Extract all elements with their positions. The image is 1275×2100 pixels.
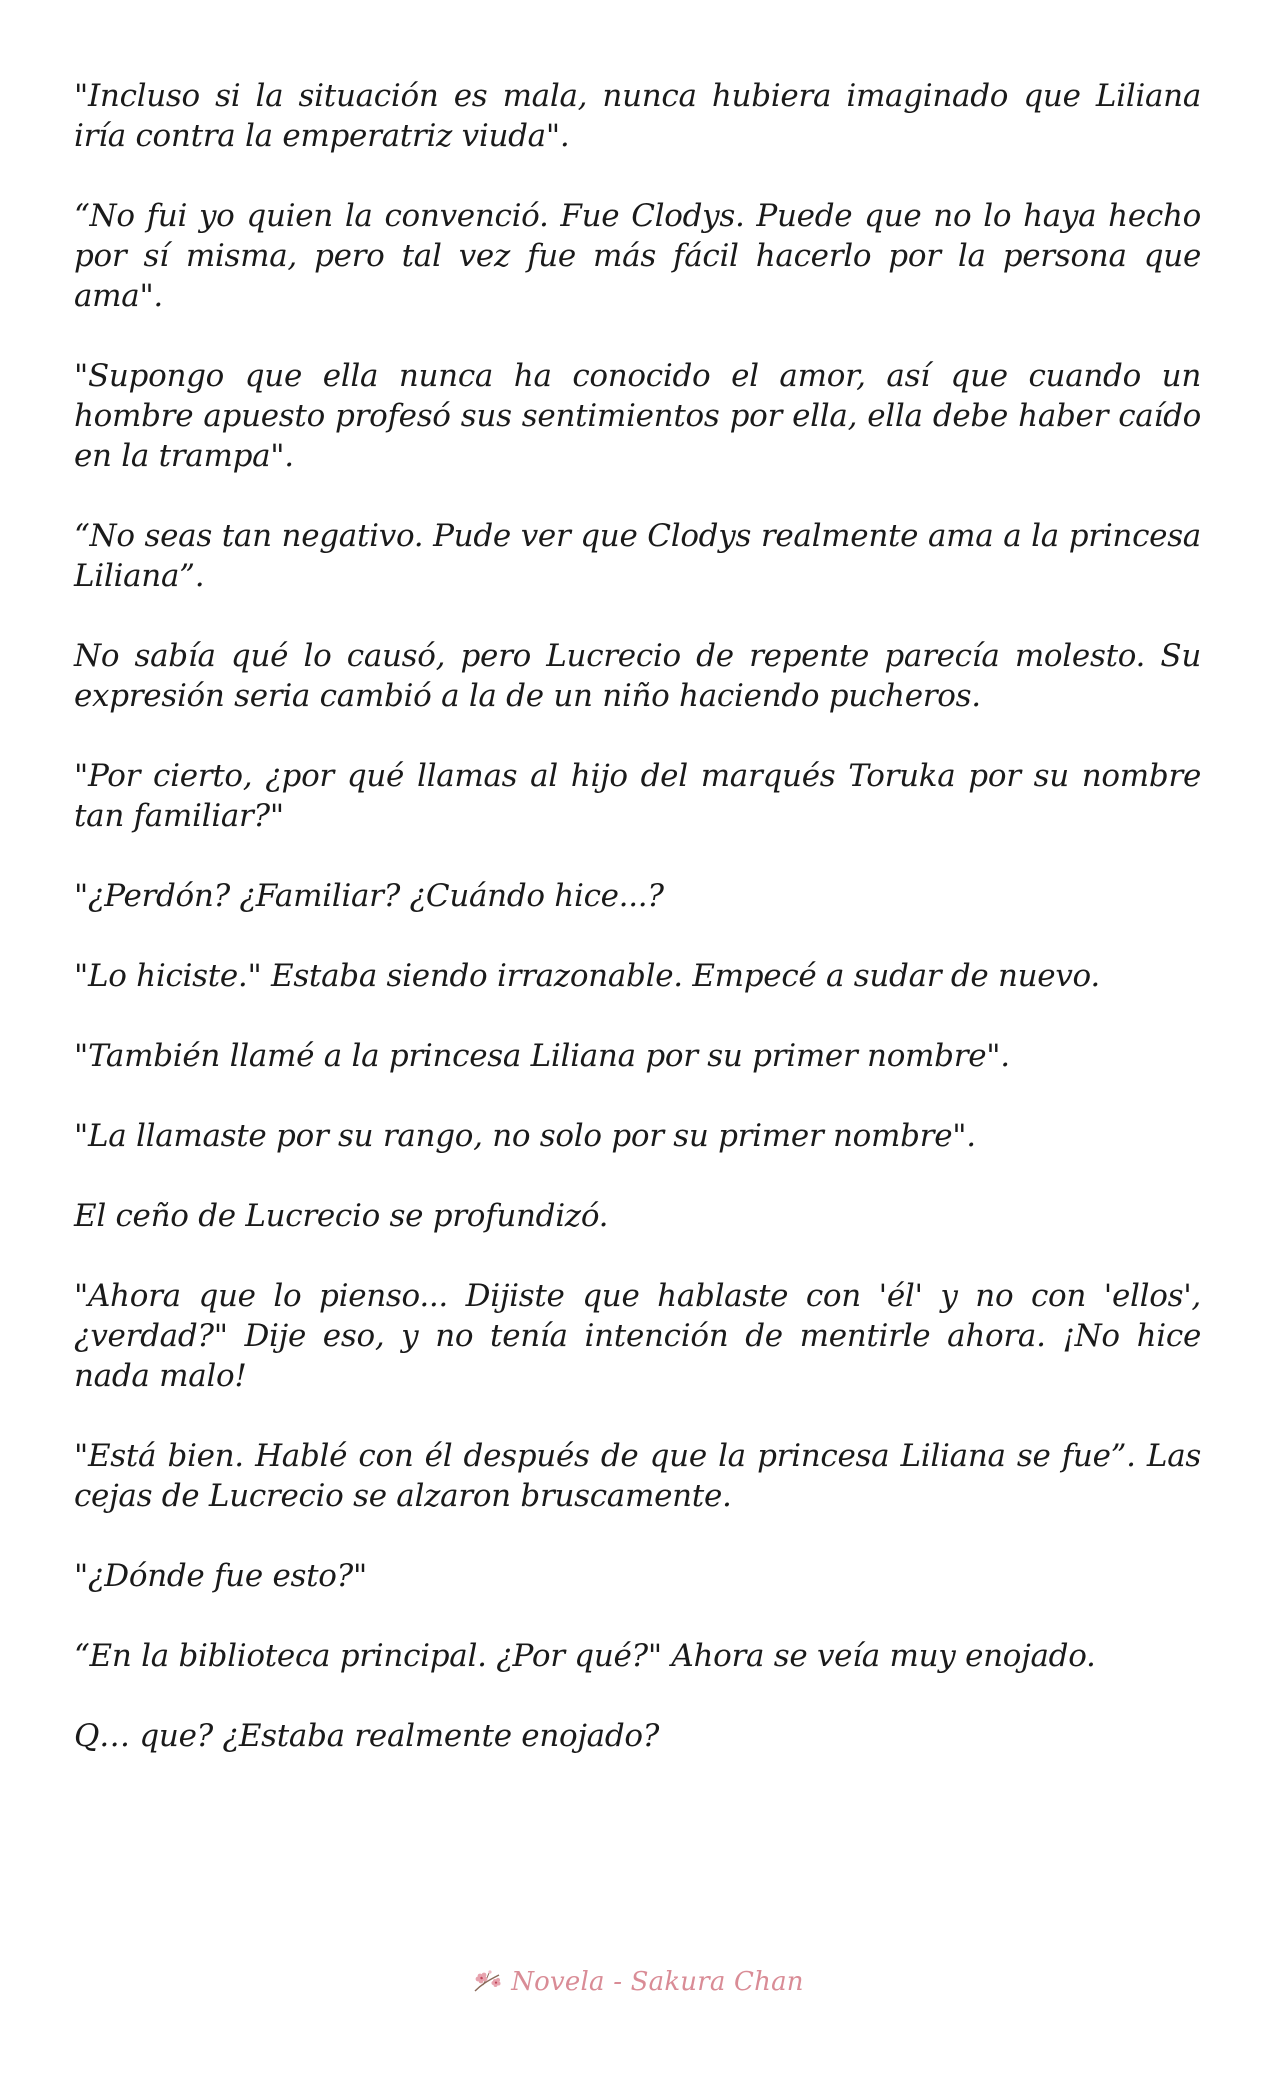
paragraph-2: “No fui yo quien la convenció. Fue Clodys. Puede que no lo haya hecho por sí misma, pero tal vez fue más fácil hacerlo por la persona que ama". bbox=[74, 198, 1201, 314]
paragraph-11: El ceño de Lucrecio se profundizó. bbox=[74, 1198, 609, 1234]
paragraph-4: “No seas tan negativo. Pude ver que Clodys realmente ama a la princesa Liliana”. bbox=[74, 518, 1201, 594]
paragraph-16: Q… que? ¿Estaba realmente enojado? bbox=[74, 1718, 660, 1754]
paragraph-10: "La llamaste por su rango, no solo por su primer nombre". bbox=[74, 1118, 976, 1154]
paragraph-12: "Ahora que lo pienso... Dijiste que hablaste con 'él' y no con 'ellos', ¿verdad?" Dije eso, y no tenía intención de mentirle ahora. ¡No hice nada malo! bbox=[74, 1278, 1201, 1394]
paragraph-15: “En la biblioteca principal. ¿Por qué?" Ahora se veía muy enojado. bbox=[74, 1638, 1096, 1674]
paragraph-7: "¿Perdón? ¿Familiar? ¿Cuándo hice...? bbox=[74, 878, 664, 914]
paragraph-13: "Está bien. Hablé con él después de que la princesa Liliana se fue”. Las cejas de Lucrecio se alzaron bruscamente. bbox=[74, 1438, 1201, 1514]
footer-watermark bbox=[0, 1962, 1275, 2002]
watermark-text: Novela - Sakura Chan bbox=[511, 1967, 804, 1997]
paragraph-6: "Por cierto, ¿por qué llamas al hijo del marqués Toruka por su nombre tan familiar?" bbox=[74, 758, 1201, 834]
paragraph-14: "¿Dónde fue esto?" bbox=[74, 1558, 367, 1594]
paragraph-1: "Incluso si la situación es mala, nunca hubiera imaginado que Liliana iría contra la emperatriz viuda". bbox=[74, 78, 1201, 154]
paragraph-3: "Supongo que ella nunca ha conocido el amor, así que cuando un hombre apuesto profesó sus sentimientos por ella, ella debe haber caído en la trampa". bbox=[74, 358, 1201, 474]
document-body bbox=[74, 76, 1201, 1796]
paragraph-8: "Lo hiciste." Estaba siendo irrazonable. Empecé a sudar de nuevo. bbox=[74, 958, 1100, 994]
watermark-group bbox=[471, 1967, 804, 1997]
paragraph-9: "También llamé a la princesa Liliana por su primer nombre". bbox=[74, 1038, 1010, 1074]
sakura-flower-icon bbox=[471, 1967, 505, 1997]
paragraph-5: No sabía qué lo causó, pero Lucrecio de repente parecía molesto. Su expresión seria cambió a la de un niño haciendo pucheros. bbox=[74, 638, 1201, 714]
